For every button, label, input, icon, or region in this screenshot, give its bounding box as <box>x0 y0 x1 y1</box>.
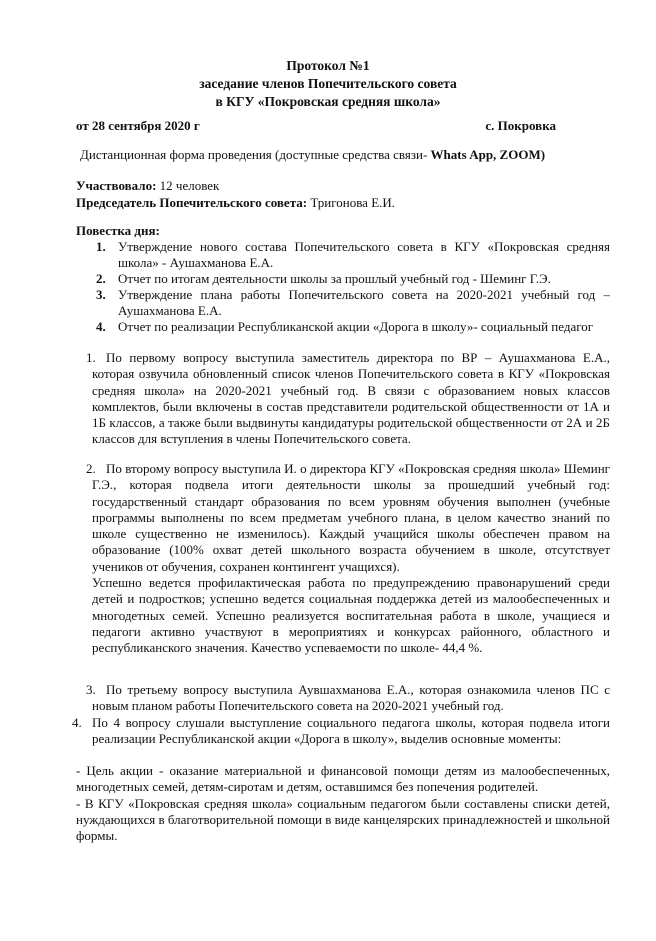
discussion-paragraph <box>86 461 610 575</box>
agenda-item-number: 4. <box>96 319 106 334</box>
agenda-item-number: 3. <box>96 287 106 302</box>
protocol-title: Протокол №1 <box>286 58 370 73</box>
agenda-item <box>88 287 610 319</box>
chair-line <box>76 194 395 211</box>
agenda-item-number: 2. <box>96 271 106 286</box>
agenda-item-number: 1. <box>96 239 106 254</box>
meeting-format <box>80 146 545 163</box>
key-point: - Цель акции - оказание материальной и финансовой помощи детям из малообеспеченных, многодетных семей, детям-сиротам и детям, оставшимся без попечения родителей. <box>76 763 610 795</box>
discussion-number: 2. <box>86 461 96 476</box>
discussion-text: По третьему вопросу выступила Аувшахманова Е.А., которая ознакомила членов ПС с новым планом работы Попечительского совета на 2020-2021 учебный год. <box>92 682 610 714</box>
agenda-list <box>88 239 610 335</box>
agenda-item-text: Утверждение нового состава Попечительского совета в КГУ «Покровская средняя школа» - Аушахманова Е.А. <box>118 239 610 270</box>
agenda-item-text: Утверждение плана работы Попечительского совета на 2020-2021 учебный год – Аушахманова Е.А. <box>118 287 610 318</box>
discussion-paragraph-continued: Успешно ведется профилактическая работа по предупреждению правонарушений среди детей и подростков; успешно ведется социальная поддержка детей из малообеспеченных и многодетных семей. Успешно реализуется воспитательная работа в школе, учащиеся и педагоги активно участвуют в мероприятиях и конкурсах районного, областного и республиканского значения. Качество успеваемости по школе- 44,4 %. <box>92 575 610 656</box>
discussion-number: 4. <box>72 715 82 730</box>
discussion-item-2 <box>86 461 610 657</box>
protocol-organization: в КГУ «Покровская средняя школа» <box>215 94 441 109</box>
meeting-date: от 28 сентября 2020 г <box>76 118 200 133</box>
discussion-text: По первому вопросу выступила заместитель директора по ВР – Аушахманова Е.А., которая озвучила обновленный список членов Попечительского совета в КГУ «Покровская средняя школа» на 2020-2021 учебный год. В связи с образованием новых классов комплектов, были включены в состав представители родительской общественности от 1А и 1Б классов, а также были выдвинуты кандидатуры родительской общественности от 2А и 2Б классов для вступления в члены Попечительского совета. <box>92 350 610 447</box>
agenda-item <box>88 239 610 271</box>
protocol-subtitle: заседание членов Попечительского совета <box>199 76 457 91</box>
agenda-item <box>88 271 610 287</box>
participants-line <box>76 177 219 194</box>
key-point: - В КГУ «Покровская средняя школа» социальным педагогом были составлены списки детей, нуждающихся в благотворительной помощи в виде канцелярских принадлежностей и школьной формы. <box>76 795 610 844</box>
discussion-item-1 <box>86 350 610 448</box>
discussion-number: 1. <box>86 350 96 365</box>
discussion-item-3 <box>86 682 610 715</box>
meeting-place: с. Покровка <box>485 118 556 133</box>
agenda-title: Повестка дня: <box>76 223 160 238</box>
agenda-item <box>88 319 610 335</box>
discussion-number: 3. <box>86 682 96 697</box>
meeting-format-tools: Whats App, ZOOM) <box>430 147 546 162</box>
chair-value: Тригонова Е.И. <box>307 195 396 210</box>
discussion-item-4 <box>72 715 610 748</box>
participants-label: Участвовало: <box>76 178 157 193</box>
discussion-text: По 4 вопросу слушали выступление социального педагога школы, которая подвела итоги реализации Республиканской акции «Дорога в школу», выделив основные моменты: <box>92 715 610 747</box>
meeting-format-text: Дистанционная форма проведения (доступные средства связи- <box>80 147 431 162</box>
chair-label: Председатель Попечительского совета: <box>76 195 308 210</box>
key-points <box>76 763 610 844</box>
agenda-item-text: Отчет по реализации Республиканской акции «Дорога в школу»- социальный педагог <box>118 319 594 334</box>
discussion-text: По второму вопросу выступила И. о директора КГУ «Покровская средняя школа» Шеминг Г.Э., которая подвела итоги деятельности школы за прошедший учебный год: государственный стандарт образования по всем уровням обучения выполнен (учебные программы выполнены по всем предметам учебного плана, в целом качество знаний по школе существенно не изменилось). Каждый учащийся школы обеспечен правом на образование (100% охват детей школьного возраста обучением в школе, отсутствует учеников от обучения, сохранен контингент учащихся). <box>92 461 610 574</box>
agenda-item-text: Отчет по итогам деятельности школы за прошлый учебный год - Шеминг Г.Э. <box>118 271 551 286</box>
participants-value: 12 человек <box>156 178 220 193</box>
